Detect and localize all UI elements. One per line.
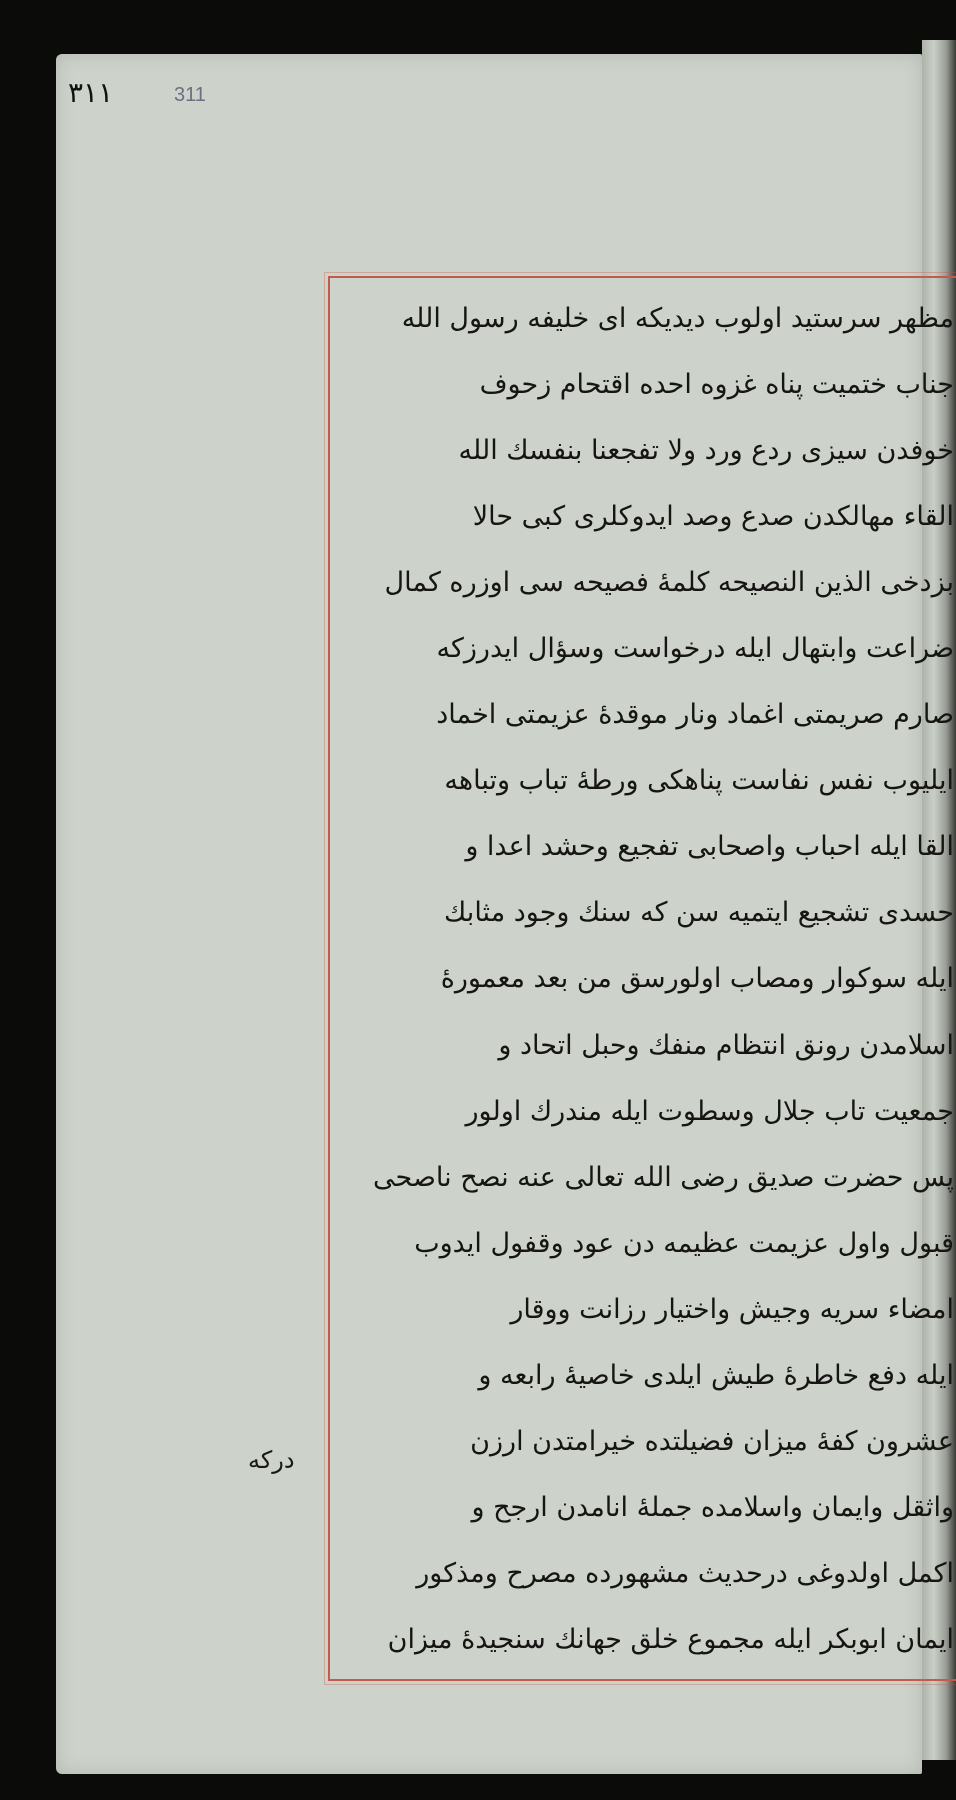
text-line: اسلامدن رونق انتظام منفك وحبل اتحاد و bbox=[498, 1029, 954, 1061]
text-line: بزدخی الذین النصیحه کلمهٔ فصیحه سی اوزره کمال bbox=[384, 567, 954, 599]
folio-pencil-number: 311 bbox=[174, 84, 206, 106]
text-frame bbox=[328, 276, 956, 1681]
text-line: جناب ختمیت پناه غزوه احده اقتحام زحوف bbox=[479, 369, 954, 401]
text-line: جمعیت تاب جلال وسطوت ایله مندرك اولور bbox=[465, 1095, 954, 1127]
catchword: درکه bbox=[248, 1446, 295, 1474]
manuscript-page bbox=[56, 54, 954, 1774]
text-line: امضاء سریه وجیش واختیار رزانت ووقار bbox=[510, 1293, 954, 1325]
folio-number: ٣١١ bbox=[68, 76, 114, 109]
text-line: ایله سوکوار ومصاب اولورسق من بعد معمورهٔ bbox=[440, 963, 954, 995]
text-block bbox=[346, 294, 954, 1665]
text-line: القا ایله احباب واصحابی تفجیع وحشد اعدا و bbox=[465, 831, 954, 863]
text-line: پس حضرت صدیق رضی الله تعالی عنه نصح ناصحی bbox=[373, 1161, 954, 1193]
text-line: اکمل اولدوغی درحدیث مشهورده مصرح ومذکور bbox=[416, 1557, 954, 1589]
text-line: عشرون کفهٔ میزان فضیلتده خیرامتدن ارزن bbox=[470, 1425, 954, 1457]
text-line: ضراعت وابتهال ایله درخواست وسؤال ایدرزکه bbox=[436, 633, 954, 665]
text-line: ایمان ابوبکر ایله مجموع خلق جهانك سنجیدهٔ میزان bbox=[387, 1623, 954, 1655]
text-line: ایله دفع خاطرهٔ طیش ایلدی خاصیهٔ رابعه و bbox=[478, 1359, 954, 1391]
text-line: حسدی تشجیع ایتمیه سن که سنك وجود مثابك bbox=[444, 897, 954, 929]
text-line: قبول واول عزیمت عظیمه دن عود وقفول ایدوب bbox=[414, 1227, 954, 1259]
text-line: ایلیوب نفس نفاست پناهکی ورطهٔ تباب وتباهه bbox=[444, 765, 954, 797]
text-line: خوفدن سیزی ردع ورد ولا تفجعنا بنفسك الله bbox=[458, 435, 954, 467]
text-line: واثقل وایمان واسلامده جملهٔ انامدن ارجح و bbox=[471, 1491, 954, 1523]
text-line: مظهر سرستید اولوب دیدیکه ای خلیفه رسول الله bbox=[401, 303, 954, 334]
text-line: صارم صریمتی اغماد ونار موقدهٔ عزیمتی اخماد bbox=[436, 699, 954, 731]
text-line: القاء مهالکدن صدع وصد ایدوکلری کبی حالا bbox=[472, 501, 954, 533]
